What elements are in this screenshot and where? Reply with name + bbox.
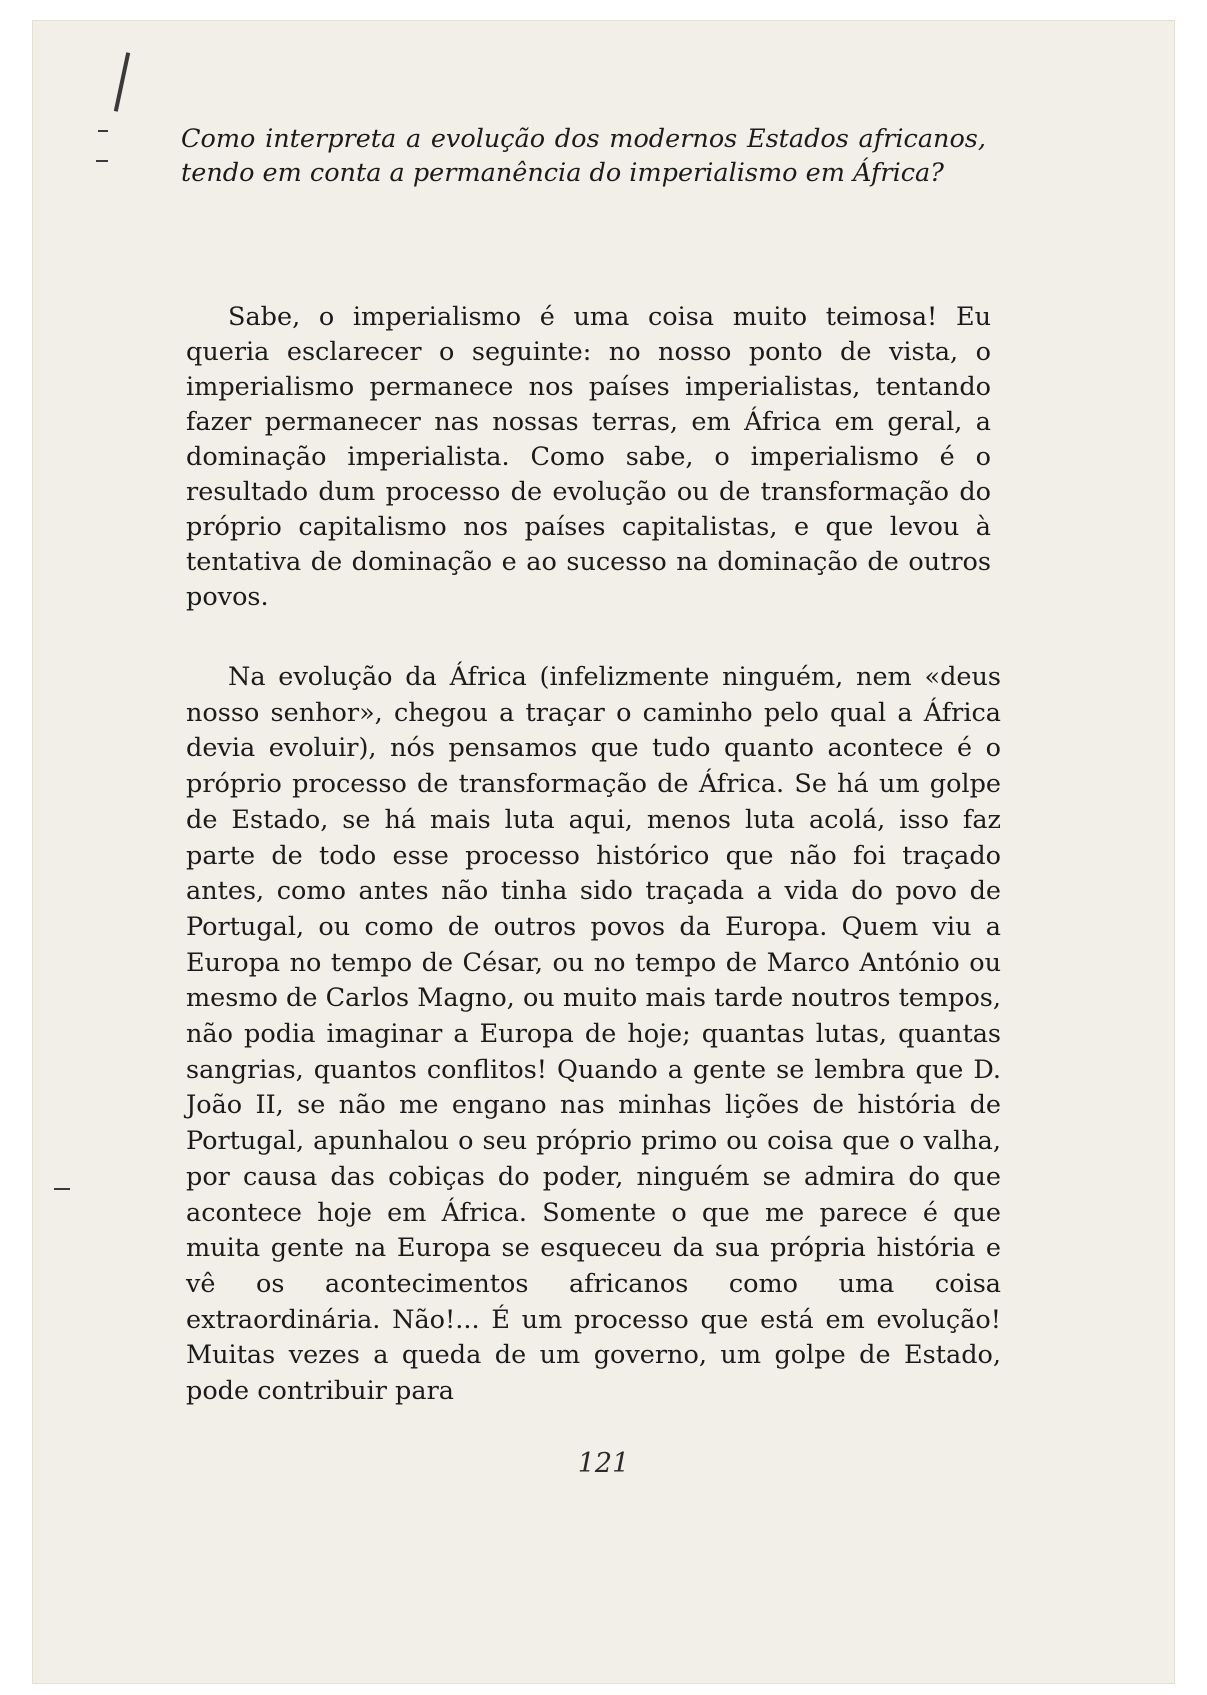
- page-number: 121: [577, 1448, 630, 1479]
- ink-mark: [96, 160, 108, 162]
- ink-mark: [54, 1188, 70, 1190]
- ink-mark: [114, 52, 130, 112]
- interview-question: Como interpreta a evolução dos modernos Estados africanos, tendo em conta a permanência do imperialismo em África?: [181, 124, 986, 188]
- answer-paragraph: Sabe, o imperialismo é uma coisa muito teimosa! Eu queria esclarecer o seguinte: no nosso ponto de vista, o imperialismo permanece nos países imperialistas, tentando fazer permanecer nas nossas terras, em África em geral, a dominação imperialista. Como sabe, o imperialismo é o resultado dum processo de evolução ou de transformação do próprio capitalismo nos países capitalistas, e que levou à tentativa de dominação e ao sucesso na dominação de outros povos.: [186, 302, 991, 612]
- ink-mark: [98, 130, 108, 132]
- answer-paragraph: Na evolução da África (infelizmente ninguém, nem «deus nosso senhor», chegou a traçar o caminho pelo qual a África devia evoluir), nós pensamos que tudo quanto acontece é o próprio processo de transformação de África. Se há um golpe de Estado, se há mais luta aqui, menos luta acolá, isso faz parte de todo esse processo histórico que não foi traçado antes, como antes não tinha sido traçada a vida do povo de Portugal, ou como de outros povos da Europa. Quem viu a Europa no tempo de César, ou no tempo de Marco António ou mesmo de Carlos Magno, ou muito mais tarde noutros tempos, não podia imaginar a Europa de hoje; quantas lutas, quantas sangrias, quantos conflitos! Quando a gente se lembra que D. João II, se não me engano nas minhas lições de história de Portugal, apunhalou o seu próprio primo ou coisa que o valha, por causa das cobiças do poder, ninguém se admira do que acontece hoje em África. Somente o que me parece é que muita gente na Europa se esqueceu da sua própria história e vê os acontecimentos africanos como uma coisa extraordinária. Não!... É um processo que está em evolução! Muitas vezes a queda de um governo, um golpe de Estado, pode contribuir para: [186, 662, 1001, 1407]
